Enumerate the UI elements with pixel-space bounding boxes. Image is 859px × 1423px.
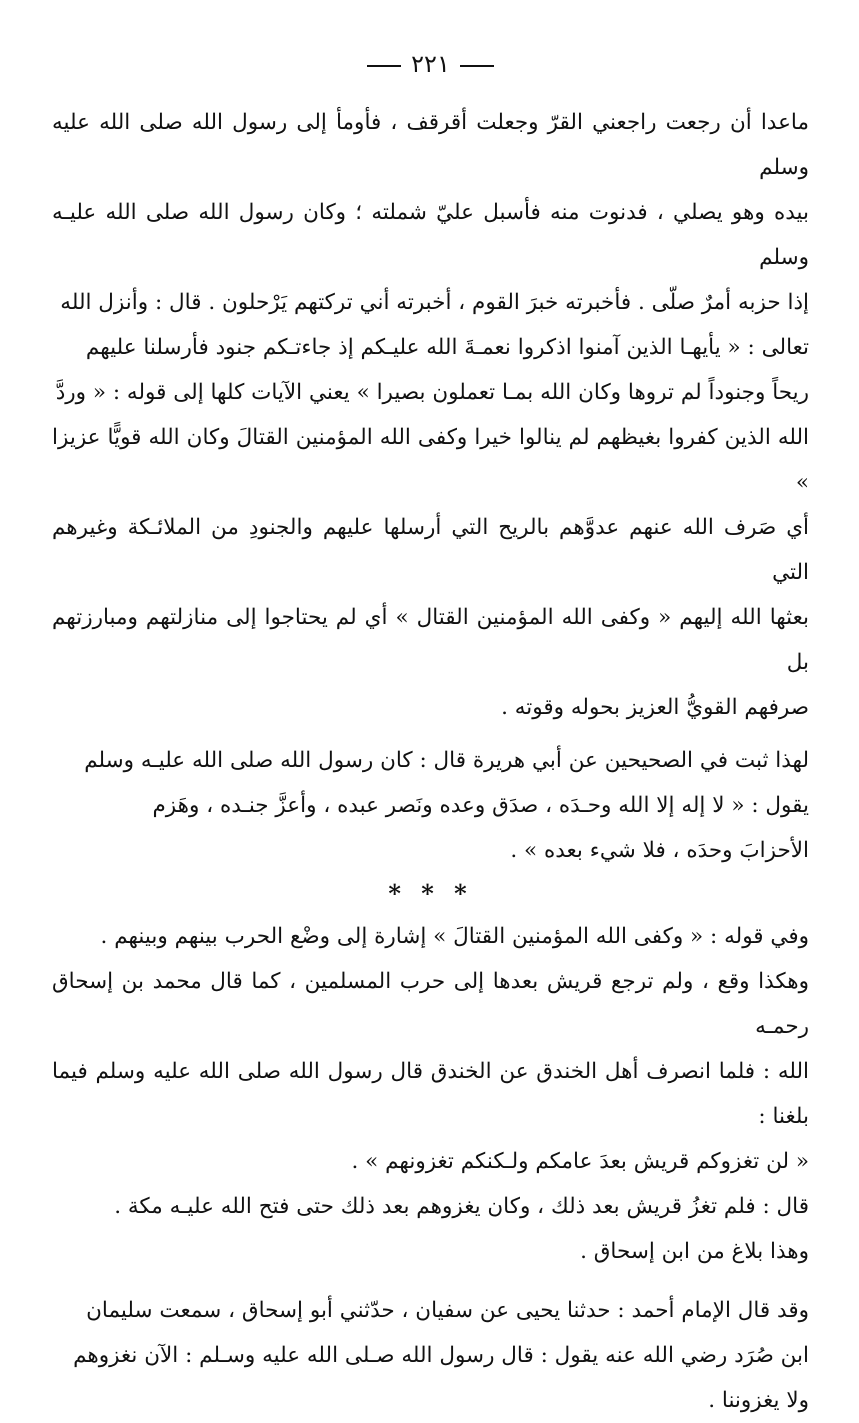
text-line: ماعدا أن رجعت راجعني القرّ وجعلت أقرقف ، فأومأ إلى رسول الله صلى الله عليه وسلم (52, 110, 809, 180)
text-line: « لن تغزوكم قريش بعدَ عامكم ولـكنكم تغزونهم » . (351, 1149, 809, 1174)
text-line: بعثها الله إليهم « وكفى الله المؤمنين القتال » أي لم يحتاجوا إلى منازلتهم ومبارزتهم بل (52, 605, 809, 675)
text-line: أي صَرف الله عنهم عدوَّهم بالريح التي أرسلها عليهم والجنودِ من الملائـكة وغيرهم التي (52, 515, 809, 585)
paragraph-1 (52, 100, 809, 730)
text-line: ريحاً وجنوداً لم تروها وكان الله بمـا تعملون بصيرا » يعني الآيات كلها إلى قوله : « وردَّ (55, 380, 809, 405)
text-line: ابن صُرَد رضي الله عنه يقول : قال رسول الله صـلى الله عليه وسـلم : الآن نغزوهم (73, 1343, 809, 1368)
text-line: لهذا ثبت في الصحيحين عن أبي هريرة قال : كان رسول الله صلى الله عليـه وسلم (84, 748, 809, 773)
text-line: وفي قوله : « وكفى الله المؤمنين القتالَ » إشارة إلى وضْع الحرب بينهم وبينهم . (100, 924, 809, 949)
text-line: تعالى : « يأيهـا الذين آمنوا اذكروا نعمـةَ الله عليـكم إذ جاءتـكم جنود فأرسلنا عليهم (85, 335, 809, 360)
paragraph-2 (52, 738, 809, 873)
paragraph-5 (52, 1288, 809, 1423)
text-line: وهكذا وقع ، ولم ترجع قريش بعدها إلى حرب المسلمين ، كما قال محمد بن إسحاق رحمـه (52, 969, 809, 1039)
text-line: يقول : « لا إله إلا الله وحـدَه ، صدَق وعده ونَصر عبده ، وأعزَّ جنـده ، وهَزم (152, 793, 809, 818)
text-line: وهذا بلاغ من ابن إسحاق . (580, 1239, 809, 1264)
text-line: صرفهم القويُّ العزيز بحوله وقوته . (501, 695, 809, 720)
text-line: الأحزابَ وحدَه ، فلا شيء بعده » . (510, 838, 809, 863)
page-number-text: ٢٢١ (411, 50, 450, 78)
text-line: بيده وهو يصلي ، فدنوت منه فأسبل عليّ شملته ؛ وكان رسول الله صلى الله عليـه وسلم (52, 200, 809, 270)
text-line: الله الذين كفروا بغيظهم لم ينالوا خيرا وكفى الله المؤمنين القتالَ وكان الله قويًّا عزيزا » (52, 425, 809, 495)
text-line: وقد قال الإمام أحمد : حدثنا يحيى عن سفيان ، حدّثني أبو إسحاق ، سمعت سليمان (86, 1298, 809, 1323)
text-line: قال : فلم تغزُ قريش بعد ذلك ، وكان يغزوهم بعد ذلك حتى فتح الله عليـه مكة . (114, 1194, 809, 1219)
page-number-dash-right (460, 65, 494, 67)
section-separator: * * * (388, 879, 473, 908)
paragraph-4 (52, 1184, 809, 1274)
text-line: الله : فلما انصرف أهل الخندق عن الخندق قال رسول الله صلى الله عليه وسلم فيما بلغنا : (52, 1059, 809, 1129)
paragraph-3 (52, 914, 809, 1184)
text-line: إذا حزبه أمرٌ صلّى . فأخبرته خبرَ القوم ، أخبرته أني تركتهم يَرْحلون . قال : وأنزل الله (60, 290, 809, 315)
text-line: ولا يغزوننا . (708, 1388, 809, 1413)
page-number (52, 50, 809, 78)
page-number-dash-left (367, 65, 401, 67)
